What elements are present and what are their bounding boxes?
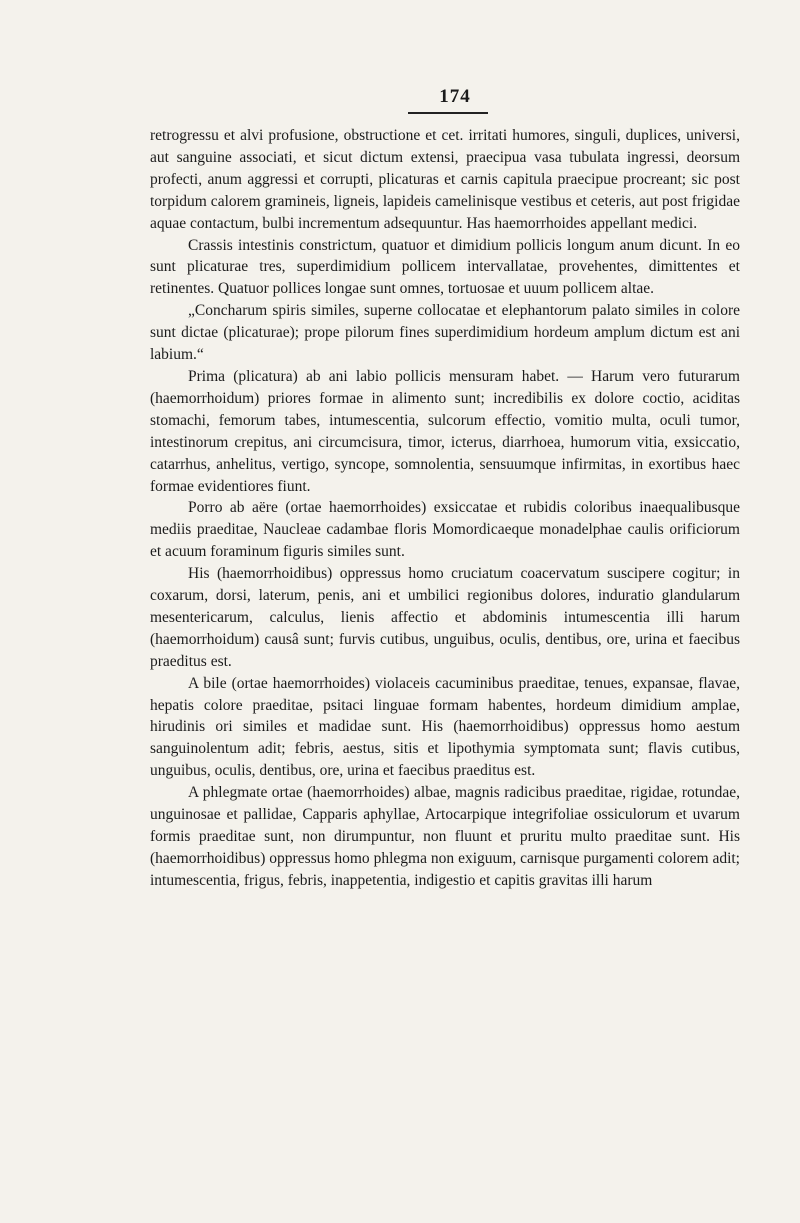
body-text: [150, 125, 740, 892]
paragraph: Porro ab aëre (ortae haemorrhoides) exsiccatae et rubidis coloribus inaequalibusque mediis praeditae, Naucleae cadambae floris Momordicaeque monadelphae caulis orificiorum et acuum foraminum figuris similes sunt.: [150, 499, 740, 561]
paragraph: His (haemorrhoidibus) oppressus homo cruciatum coacervatum suscipere cogitur; in coxarum, dorsi, laterum, penis, ani et umbilici regionibus dolores, induratio glandularum mesentericarum, calculus, lienis affectio et abdominis intumescentia illi harum (haemorrhoidum) causâ sunt; furvis cutibus, unguibus, oculis, dentibus, ore, urina et faecibus praeditus est.: [150, 565, 740, 670]
header-rule: [408, 112, 488, 114]
page-number: 174: [439, 86, 471, 107]
paragraph: A phlegmate ortae (haemorrhoides) albae, magnis radicibus praeditae, rigidae, rotundae, unguinosae et pallidae, Capparis aphyllae, Artocarpique integrifoliae ossiculorum et uvarum formis praeditae sunt, non dirumpuntur, non fluunt et pruritu multo praeditae sunt. His (haemorrhoidibus) oppressus homo phlegma non exiguum, carnisque purgamenti colorem adit; intumescentia, frigus, febris, inappetentia, indigestio et capitis gravitas illi harum: [150, 784, 740, 889]
paragraph: Crassis intestinis constrictum, quatuor et dimidium pollicis longum anum dicunt. In eo sunt plicaturae tres, superdimidium pollicem intervallatae, provehentes, dimittentes et retinentes. Quatuor pollices longae sunt omnes, tortuosae et uuum pollicem altae.: [150, 236, 740, 298]
paragraph: Prima (plicatura) ab ani labio pollicis mensuram habet. — Harum vero futurarum (haemorrhoidum) priores formae in alimento sunt; incredibilis ex dolore coctio, aciditas stomachi, femorum tabes, intumescentia, sulcorum effectio, vomitio multa, oculi tumor, intestinorum crepitus, ani circumcisura, timor, icterus, diarrhoea, humorum vitia, exsiccatio, catarrhus, anhelitus, vertigo, syncope, somnolentia, sensuumque infirmitas, in exortibus haec formae evidentiores fiunt.: [150, 367, 740, 495]
paragraph: „Concharum spiris similes, superne collocatae et elephantorum palato similes in colore sunt dictae (plicaturae); prope pilorum fines superdimidium hordeum amplum dictum est ani labium.“: [150, 302, 740, 364]
paragraph: A bile (ortae haemorrhoides) violaceis cacuminibus praeditae, tenues, expansae, flavae, hepatis colore praeditae, psitaci linguae formam habentes, hordeum dimidium amplae, hirudinis ori similes et madidae sunt. His (haemorrhoidibus) oppressus homo aestum sanguinolentum adit; febris, aestus, sitis et lipothymia symptomata sunt; flavis cutibus, unguibus, oculis, dentibus, ore, urina et faecibus praeditus est.: [150, 674, 740, 780]
paragraph: retrogressu et alvi profusione, obstructione et cet. irritati humores, singuli, duplices, universi, aut sanguine associati, et sicut dictum extensi, praecipua vasa tubulata ingressi, deorsum profecti, anum aggressi et corrupti, plicaturas et carnis capitula praecipue procreant; sic post torpidum calorem gramineis, ligneis, lapideis camelinisque vestibus et ceteris, aut post frigidae aquae contactum, bulbi incrementum adsequuntur. Has haemorrhoides appellant medici.: [150, 127, 740, 232]
